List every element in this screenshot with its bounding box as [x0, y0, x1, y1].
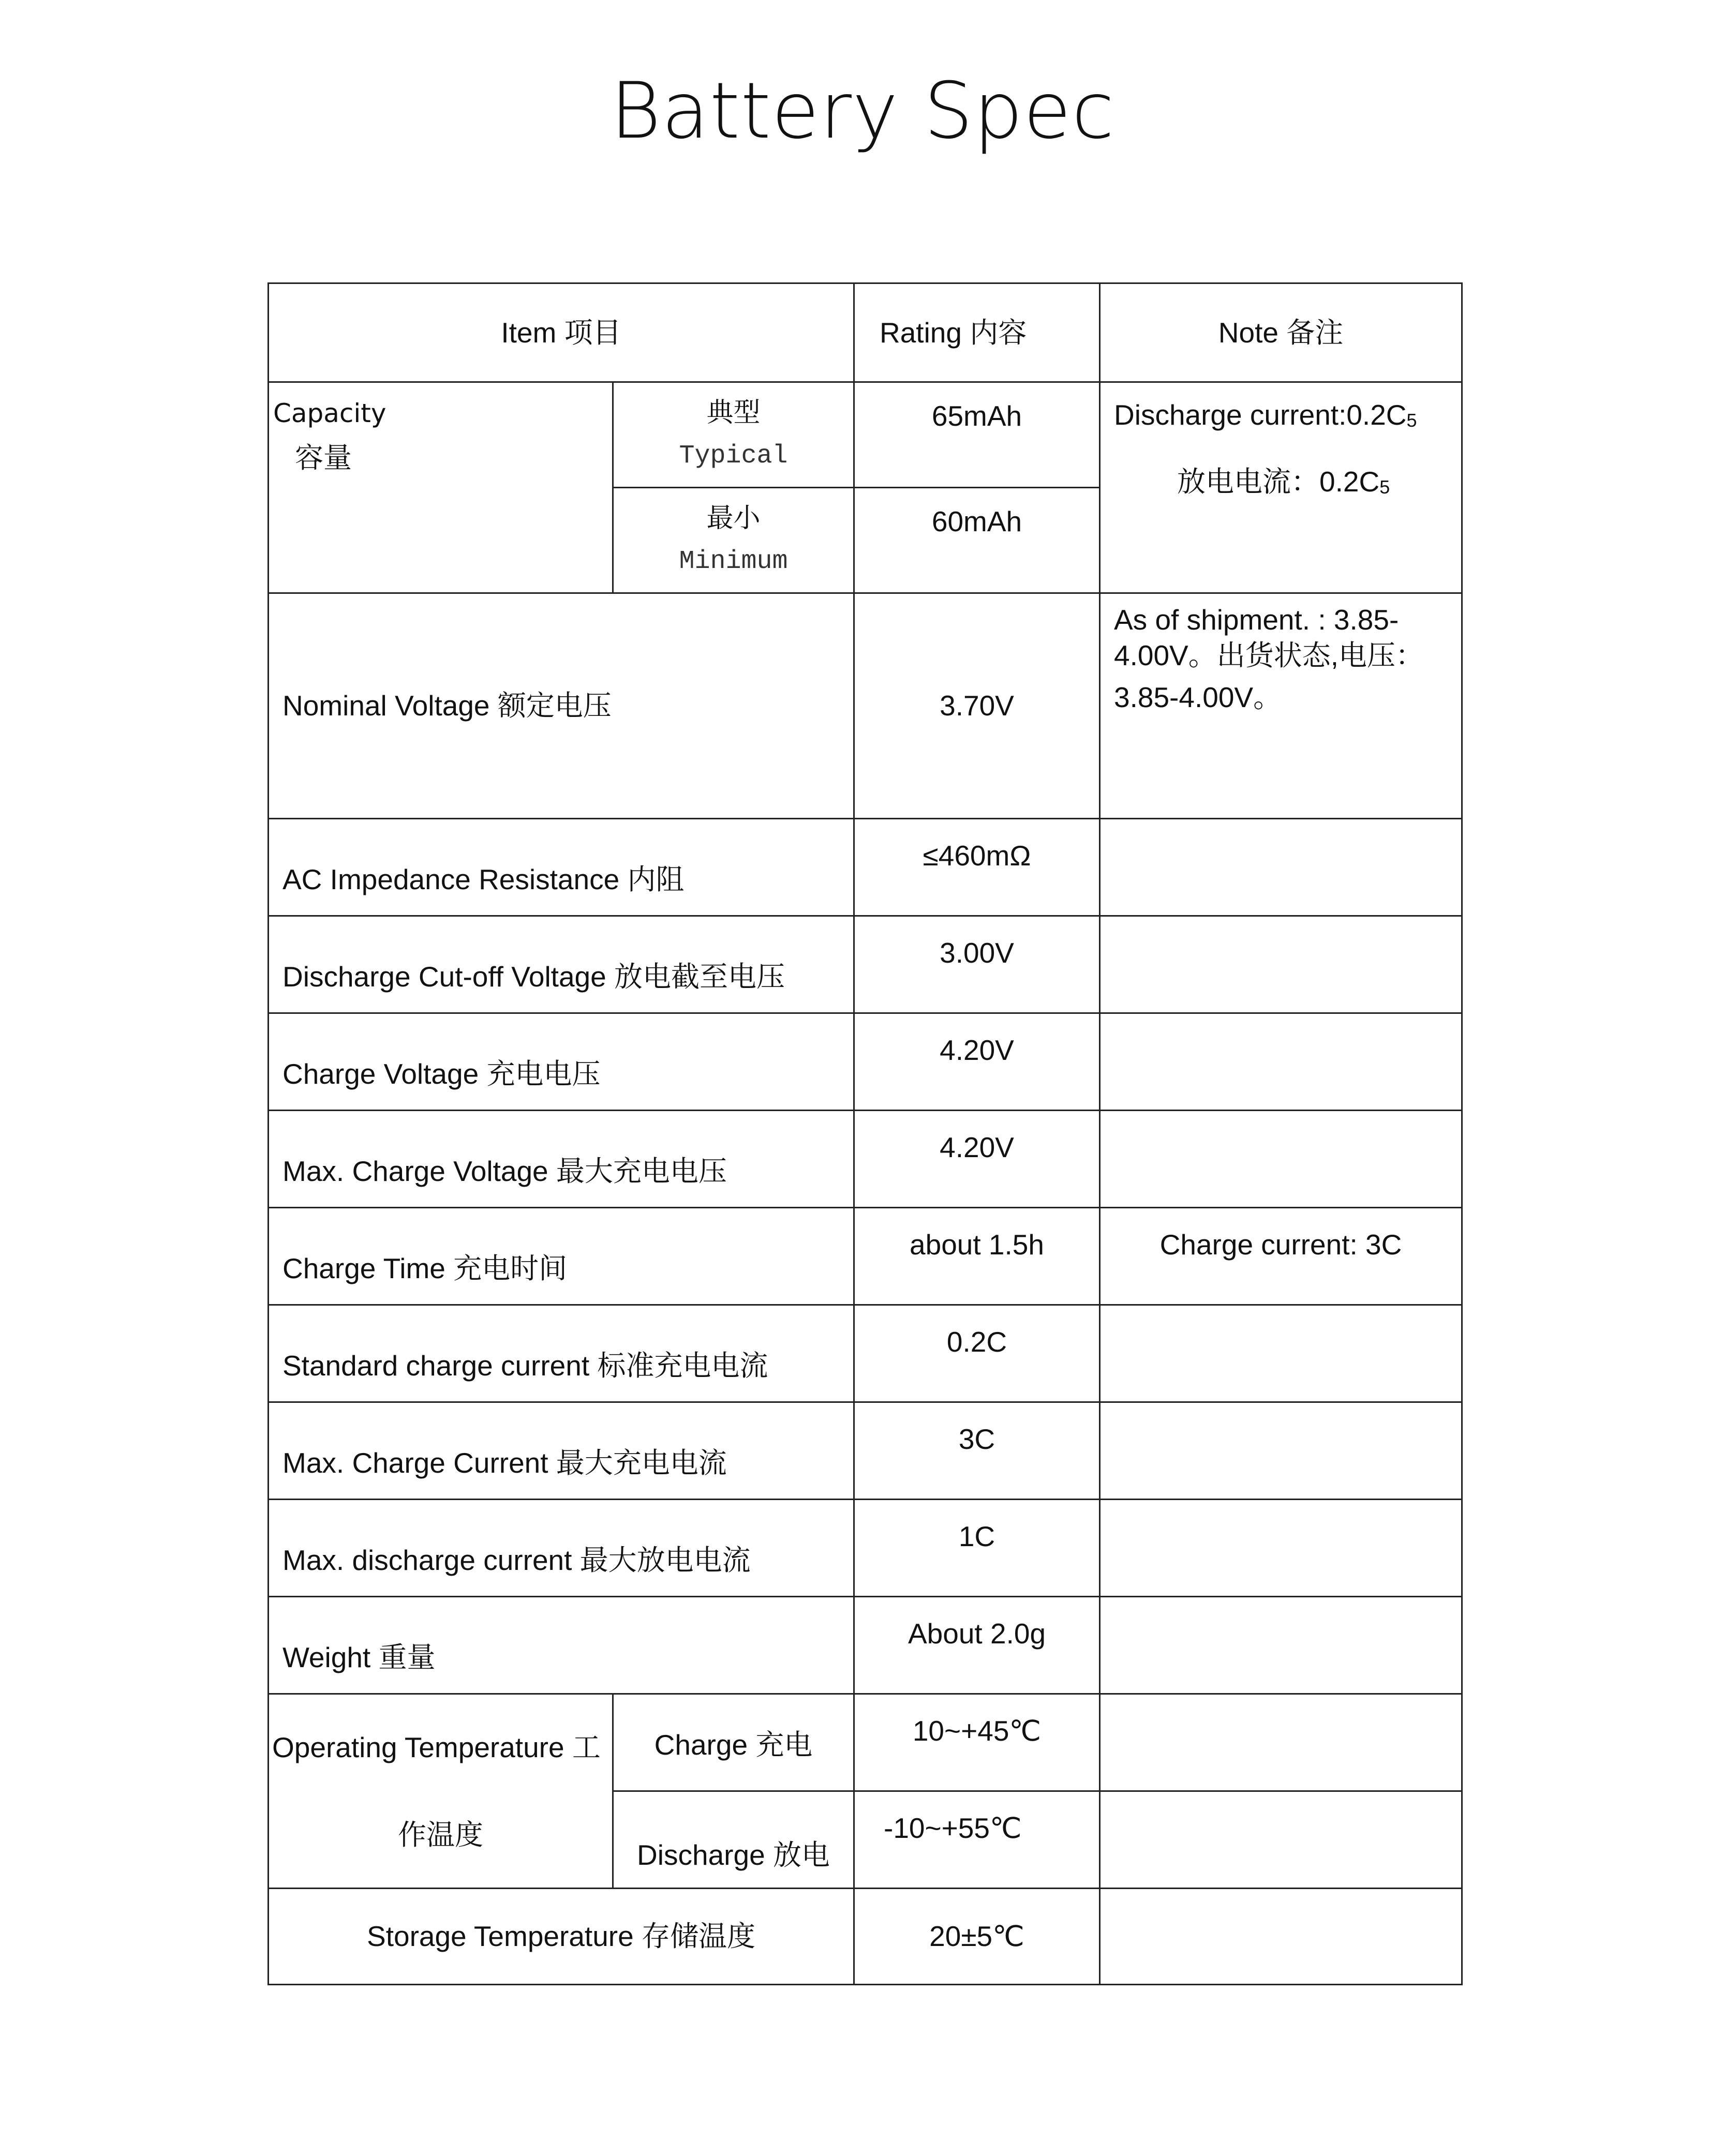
capacity-note-cell [1100, 382, 1462, 593]
header-rating: Rating 内容 [854, 283, 1100, 382]
row-note [1100, 916, 1462, 1013]
capacity-typical-row [269, 382, 1462, 488]
capacity-typical-cell [613, 382, 854, 488]
capacity-note-line2: 放电电流：$0.2C_5$ [1177, 465, 1390, 498]
row-value: 3.00V [854, 916, 1100, 1013]
operating-charge-note [1100, 1694, 1462, 1791]
table-row [269, 916, 1462, 1013]
row-label: Max. Charge Voltage 最大充电电压 [269, 1111, 854, 1208]
row-note [1100, 1013, 1462, 1111]
capacity-note-line1: Discharge $current:0.2C_5$ [1114, 399, 1417, 431]
operating-discharge-note [1100, 1791, 1462, 1889]
row-note [1100, 1597, 1462, 1694]
battery-spec-table [267, 282, 1463, 1985]
row-label: AC Impedance Resistance 内阻 [269, 819, 854, 916]
nominal-note-line2: 4.00V。出货状态,电压： [1114, 639, 1424, 671]
row-label: Max. Charge Current 最大充电电流 [269, 1402, 854, 1500]
capacity-label-en: Capacity [273, 398, 386, 428]
row-value: 1C [854, 1500, 1100, 1597]
table-row [269, 1111, 1462, 1208]
row-value: About 2.0g [854, 1597, 1100, 1694]
capacity-label-cell [269, 382, 613, 593]
table-row [269, 1208, 1462, 1305]
page-title: Battery Spec [610, 66, 1115, 156]
storage-temperature-value: 20±5℃ [854, 1889, 1100, 1985]
typical-label-cn: 典型 [706, 398, 761, 428]
table-row [269, 1597, 1462, 1694]
row-label: Weight 重量 [269, 1597, 854, 1694]
nominal-voltage-row [269, 593, 1462, 819]
operating-charge-row [269, 1694, 1462, 1791]
row-value: 0.2C [854, 1305, 1100, 1402]
row-value: ≤460mΩ [854, 819, 1100, 916]
typical-capacity-value: 65mAh [854, 382, 1100, 488]
row-label: Charge Voltage 充电电压 [269, 1013, 854, 1111]
table-row [269, 1500, 1462, 1597]
row-label: Charge Time 充电时间 [269, 1208, 854, 1305]
row-note: Charge current: 3C [1100, 1208, 1462, 1305]
row-value: about 1.5h [854, 1208, 1100, 1305]
header-item: Item 项目 [269, 283, 854, 382]
minimum-capacity-value: 60mAh [854, 488, 1100, 593]
operating-label-line2: 作温度 [397, 1818, 483, 1851]
row-label: Standard charge current 标准充电电流 [269, 1305, 854, 1402]
operating-discharge-value: -10~+55℃ [854, 1791, 1100, 1889]
row-value: 4.20V [854, 1111, 1100, 1208]
storage-temperature-row [269, 1889, 1462, 1985]
operating-charge-label: Charge 充电 [613, 1694, 854, 1791]
operating-temp-label [269, 1694, 613, 1889]
row-note [1100, 1111, 1462, 1208]
table-header-row [269, 283, 1462, 382]
operating-charge-value: 10~+45℃ [854, 1694, 1100, 1791]
row-note [1100, 1500, 1462, 1597]
nominal-note-line3: 3.85-4.00V。 [1114, 681, 1282, 713]
nominal-note-line1: As of shipment. : 3.85- [1114, 604, 1399, 636]
row-value: 4.20V [854, 1013, 1100, 1111]
table-row [269, 1013, 1462, 1111]
row-note [1100, 1402, 1462, 1500]
minimum-label-en: Minimum [679, 547, 788, 576]
row-label: Max. discharge current 最大放电电流 [269, 1500, 854, 1597]
nominal-voltage-label: Nominal Voltage 额定电压 [269, 593, 854, 819]
storage-temperature-note [1100, 1889, 1462, 1985]
nominal-voltage-value: 3.70V [854, 593, 1100, 819]
header-note: Note 备注 [1100, 283, 1462, 382]
row-label: Discharge Cut-off Voltage 放电截至电压 [269, 916, 854, 1013]
operating-discharge-label: Discharge 放电 [613, 1791, 854, 1889]
row-note [1100, 1305, 1462, 1402]
typical-label-en: Typical [679, 441, 788, 471]
storage-temperature-label: Storage Temperature 存储温度 [269, 1889, 854, 1985]
nominal-voltage-note [1100, 593, 1462, 819]
row-value: 3C [854, 1402, 1100, 1500]
table-row [269, 819, 1462, 916]
table-row [269, 1402, 1462, 1500]
capacity-minimum-cell [613, 488, 854, 593]
operating-label-line1: Operating Temperature 工 [272, 1731, 601, 1763]
row-note [1100, 819, 1462, 916]
minimum-label-cn: 最小 [706, 503, 761, 533]
table-row [269, 1305, 1462, 1402]
capacity-label-cn: 容量 [295, 441, 352, 474]
